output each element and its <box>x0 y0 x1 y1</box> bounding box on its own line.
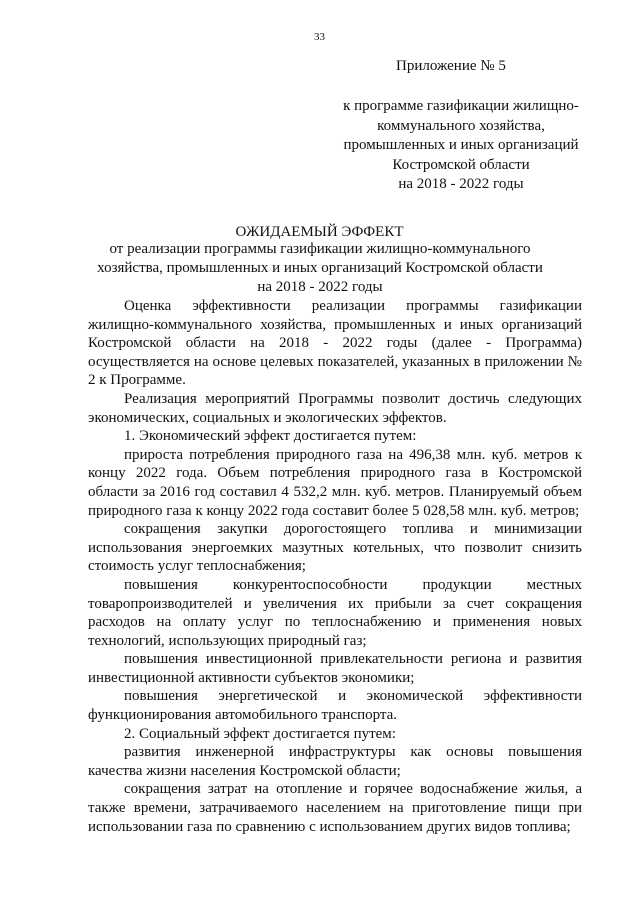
paragraph: повышения энергетической и экономической эффективности функционирования автомобильного транспорта. <box>88 688 582 724</box>
page-number: 33 <box>314 31 325 43</box>
document-title: ОЖИДАЕМЫЙ ЭФФЕКТ <box>235 224 404 240</box>
paragraph: 2. Социальный эффект достигается путем: <box>124 725 396 742</box>
paragraph: Реализация мероприятий Программы позволит достичь следующих экономических, социальных и экологических эффектов. <box>88 390 582 426</box>
paragraph: 1. Экономический эффект достигается путем: <box>124 428 417 445</box>
paragraph: сокращения закупки дорогостоящего топлива и минимизации использования энергоемких мазутных котельных, что позволит снизить стоимость услуг теплоснабжения; <box>88 521 582 575</box>
paragraph: повышения инвестиционной привлекательности региона и развития инвестиционной активности субъектов экономики; <box>88 651 582 686</box>
document-body <box>88 297 582 836</box>
paragraph: повышения конкурентоспособности продукции местных товаропроизводителей и увеличения их прибыли за счет сокращения расходов на оплату услуг по теплоснабжению и применения новых технологий, использующих природный газ; <box>88 576 582 649</box>
appendix-subtitle-line: коммунального хозяйства, <box>377 117 545 134</box>
document-subtitle-line: на 2018 - 2022 годы <box>257 279 383 295</box>
paragraph: Оценка эффективности реализации программы газификации жилищно-коммунального хозяйства, промышленных и иных организаций Костромской области на 2018 - 2022 годы (далее - Программа) осуществляется на основе целевых показателей, указанных в приложении № 2 к Программе. <box>88 298 582 389</box>
document-subtitle-line: от реализации программы газификации жилищно-коммунального <box>109 241 531 257</box>
paragraph: прироста потребления природного газа на 496,38 млн. куб. метров к концу 2022 года. Объем потребления природного газа в Костромской области за 2016 год составил 4 532,2 млн. куб. метров. Планируемый объем природного газа к концу 2022 года составит более 5 028,58 млн. куб. метров; <box>88 446 582 519</box>
paragraph: развития инженерной инфраструктуры как основы повышения качества жизни населения Костромской области; <box>88 744 582 779</box>
appendix-subtitle-line: промышленных и иных организаций <box>343 137 579 153</box>
appendix-subtitle <box>326 97 596 195</box>
document-subtitle-line: хозяйства, промышленных и иных организаций Костромской области <box>97 260 543 276</box>
appendix-subtitle-line: Костромской области <box>392 156 530 173</box>
appendix-number: Приложение № 5 <box>396 58 506 74</box>
appendix-subtitle-line: на 2018 - 2022 годы <box>398 176 524 192</box>
document-subtitle <box>88 240 552 297</box>
appendix-subtitle-line: к программе газификации жилищно- <box>343 98 579 114</box>
paragraph: сокращения затрат на отопление и горячее водоснабжение жилья, а также времени, затрачиваемого населением на приготовление пищи при использовании газа по сравнению с использованием других видов топлива; <box>88 781 582 835</box>
